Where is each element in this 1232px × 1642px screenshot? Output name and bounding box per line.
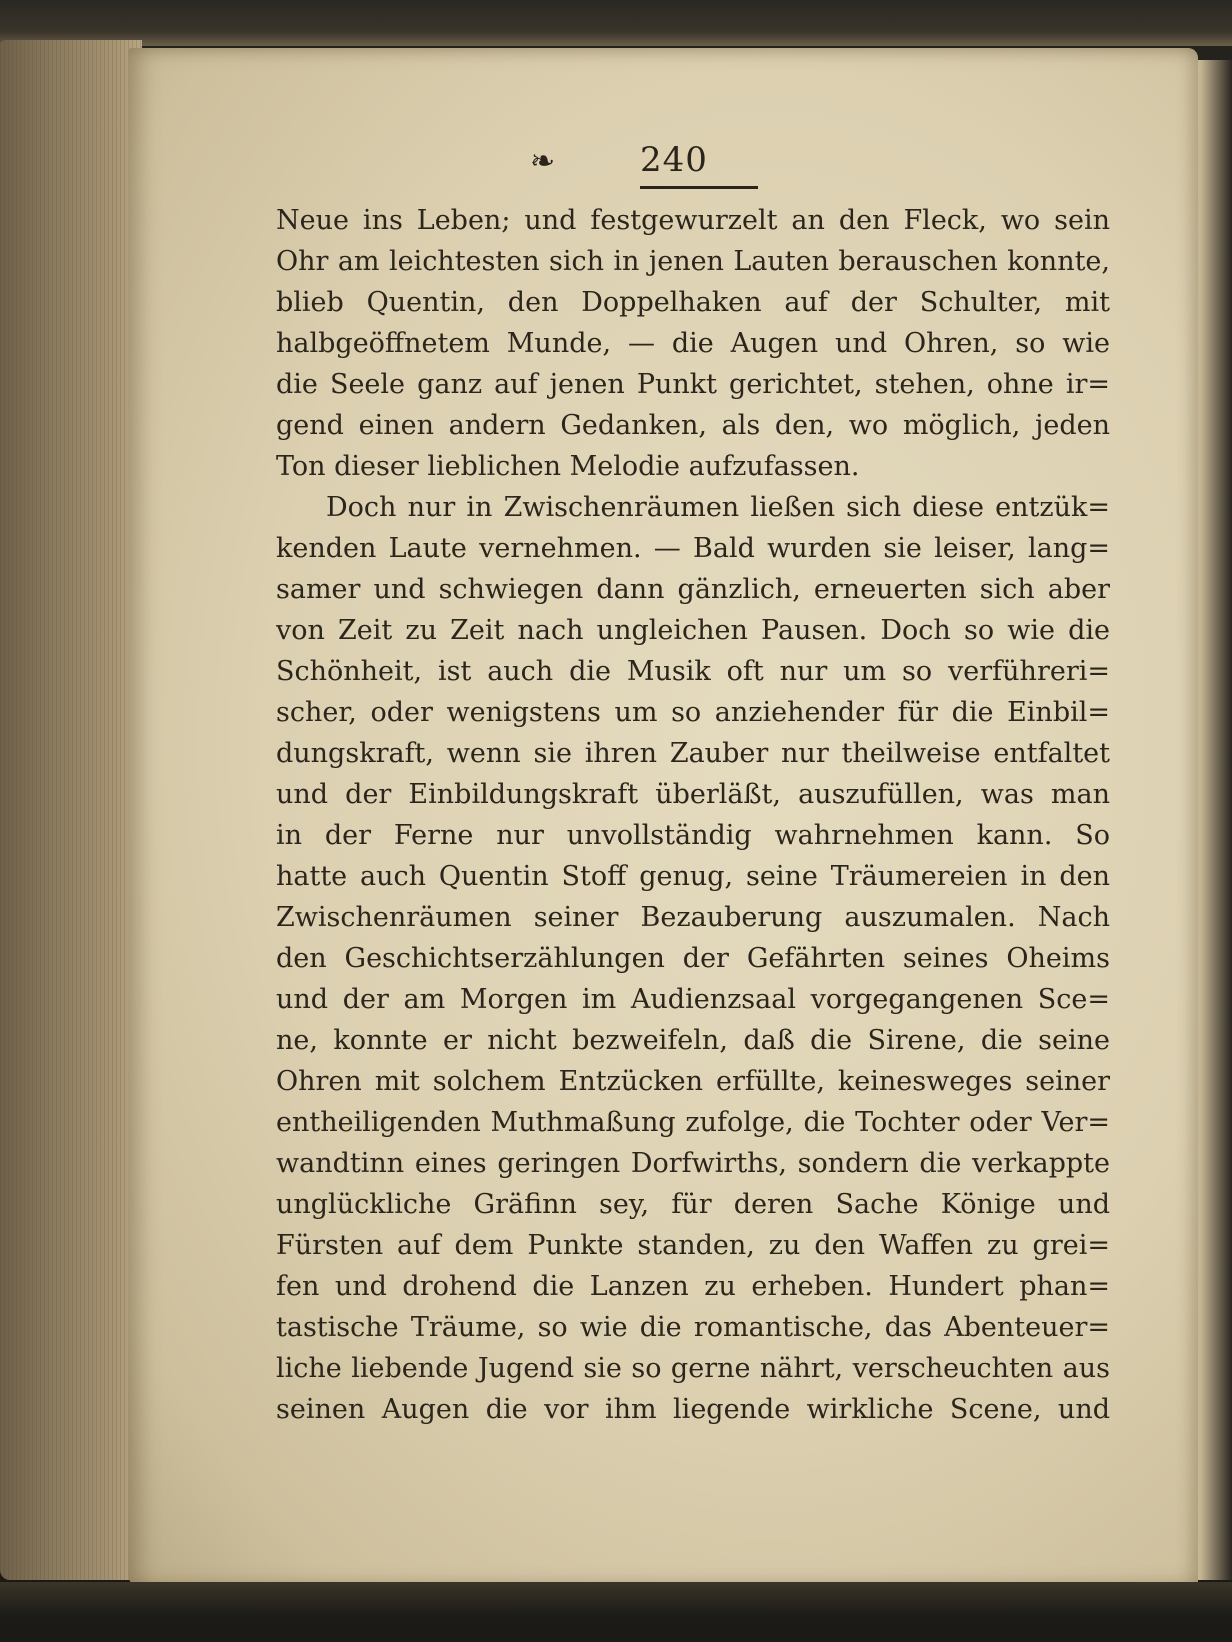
text-line: kenden Laute vernehmen. — Bald wurden sie leiser, lang= [276,533,1110,564]
text-line: Doch nur in Zwischenräumen ließen sich diese entzük= [326,492,1110,523]
text-line: samer und schwiegen dann gänzlich, erneuerten sich aber [276,574,1110,605]
text-line: von Zeit zu Zeit nach ungleichen Pausen. Doch so wie die [276,615,1110,646]
text-line: liche liebende Jugend sie so gerne nährt, verscheuchten aus [276,1353,1110,1384]
page-stack-edge [0,40,142,1580]
page-number: 240 [640,140,708,180]
text-line: und der am Morgen im Audienzsaal vorgegangenen Sce= [276,984,1110,1015]
text-line: scher, oder wenigstens um so anziehender für die Einbil= [276,697,1110,728]
text-line: fen und drohend die Lanzen zu erheben. Hundert phan= [276,1271,1110,1302]
text-line: ne, konnte er nicht bezweifeln, daß die Sirene, die seine [276,1025,1110,1056]
text-line: Ohren mit solchem Entzücken erfüllte, keinesweges seiner [276,1066,1110,1097]
text-line: seinen Augen die vor ihm liegende wirkliche Scene, und [276,1394,1110,1425]
text-line: die Seele ganz auf jenen Punkt gerichtet, stehen, ohne ir= [276,369,1110,400]
text-line: Neue ins Leben; und festgewurzelt an den Fleck, wo sein [276,205,1110,236]
text-line: halbgeöffnetem Munde, — die Augen und Ohren, so wie [276,328,1110,359]
text-line: in der Ferne nur unvollständig wahrnehmen kann. So [276,820,1110,851]
text-line: Ton dieser lieblichen Melodie aufzufassen. [276,451,860,482]
text-line: wandtinn eines geringen Dorfwirths, sondern die verkappte [276,1148,1110,1179]
text-line: dungskraft, wenn sie ihren Zauber nur theilweise entfaltet [276,738,1110,769]
text-line: unglückliche Gräfinn sey, für deren Sache Könige und [276,1189,1110,1220]
page-number-rule [640,186,758,189]
printer-mark: ❧ [530,144,556,179]
text-line: Schönheit, ist auch die Musik oft nur um so verführeri= [276,656,1110,687]
book-bottom-edge [0,1582,1232,1642]
book-top-edge [0,0,1232,46]
text-line: entheiligenden Muthmaßung zufolge, die Tochter oder Ver= [276,1107,1110,1138]
text-line: den Geschichtserzählungen der Gefährten seines Oheims [276,943,1110,974]
text-line: Ohr am leichtesten sich in jenen Lauten berauschen konnte, [276,246,1110,277]
text-line: gend einen andern Gedanken, als den, wo möglich, jeden [276,410,1110,441]
text-line: Zwischenräumen seiner Bezauberung auszumalen. Nach [276,902,1110,933]
page-header [500,140,770,190]
text-line: blieb Quentin, den Doppelhaken auf der Schulter, mit [276,287,1110,318]
body-text [276,200,1110,1430]
text-line: und der Einbildungskraft überläßt, auszufüllen, was man [276,779,1110,810]
text-line: tastische Träume, so wie die romantische, das Abenteuer= [276,1312,1110,1343]
text-line: hatte auch Quentin Stoff genug, seine Träumereien in den [276,861,1110,892]
text-line: Fürsten auf dem Punkte standen, zu den Waffen zu grei= [276,1230,1110,1261]
